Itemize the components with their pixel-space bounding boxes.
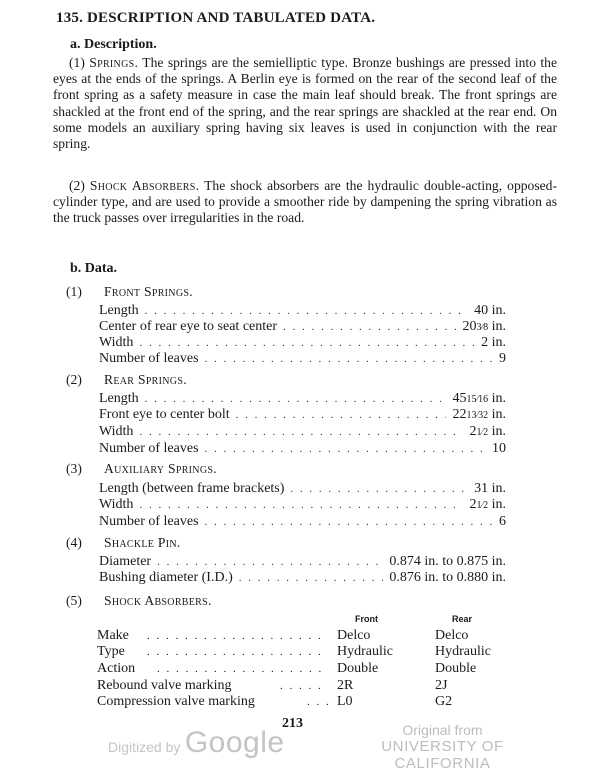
- para-text: The springs are the semielliptic type. Bronze bushings are pressed into the eyes at the ends of the springs. A Berlin eye is formed on the rear of the second leaf of the front spring as a safety measure in case the main leaf should break. The front springs are shackled at the front end of the spring, and the rear springs are shackled at the rear end. On some models an auxiliary spring having six leaves is used in conjunction with the rear spring.: [53, 55, 557, 152]
- data-row: Center of rear eye to seat center . . . 203⁄8 in.: [99, 319, 506, 335]
- section-heading: 135. DESCRIPTION AND TABULATED DATA.: [56, 10, 376, 26]
- column-header-rear: Rear: [452, 614, 473, 624]
- table-row: Type . . . Hydraulic Hydraulic: [97, 644, 517, 660]
- digitized-by-google-watermark: Digitized by Google: [108, 726, 285, 759]
- paragraph-shock-absorbers: [53, 178, 557, 227]
- section-front-springs: (1) Front Springs.: [66, 284, 193, 299]
- data-row: Diameter . . . 0.874 in. to 0.875 in.: [99, 554, 506, 570]
- section-auxiliary-springs: (3) Auxiliary Springs.: [66, 461, 217, 476]
- paragraph-springs: [53, 55, 557, 152]
- data-row: Width . . . 21⁄2 in.: [99, 424, 506, 440]
- para-number: (1): [69, 55, 90, 70]
- para-text: The shock absorbers are the hydraulic double-acting, opposed-cylinder type, and are used to provide a smoother ride by dampening the spring vibration as the truck passes over irregularities in the road.: [53, 178, 557, 226]
- data-row: Bushing diameter (I.D.) . . . 0.876 in. to 0.880 in.: [99, 570, 506, 586]
- subheading-description: a. Description.: [70, 37, 157, 52]
- page-number: 213: [282, 716, 303, 731]
- data-row: Number of leaves . . . 10: [99, 441, 506, 457]
- data-row: Length (between frame brackets) . . . 31 in.: [99, 481, 506, 497]
- data-row: Number of leaves . . . 9: [99, 351, 506, 367]
- university-watermark: Original from UNIVERSITY OF CALIFORNIA: [381, 722, 504, 772]
- data-row: Length . . . 4515⁄16 in.: [99, 391, 506, 407]
- data-row: Number of leaves . . . 6: [99, 514, 506, 530]
- table-row: Compression valve marking . . . L0 G2: [97, 694, 517, 710]
- section-rear-springs: (2) Rear Springs.: [66, 372, 187, 387]
- data-row: Length . . . 40 in.: [99, 303, 506, 319]
- para-caption: Shock Absorbers.: [89, 178, 200, 193]
- section-shackle-pin: (4) Shackle Pin.: [66, 535, 181, 550]
- table-row: Make . . . Delco Delco: [97, 628, 517, 644]
- table-row: Action . . . Double Double: [97, 661, 517, 677]
- data-row: Front eye to center bolt . . . 2213⁄32 in.: [99, 407, 506, 423]
- data-row: Width . . . 2 in.: [99, 335, 506, 351]
- data-row: Width . . . 21⁄2 in.: [99, 497, 506, 513]
- column-header-front: Front: [355, 614, 378, 624]
- para-caption: Springs.: [89, 55, 139, 70]
- para-number: (2): [69, 178, 90, 193]
- subheading-data: b. Data.: [70, 261, 118, 276]
- section-shock-absorbers: (5) Shock Absorbers.: [66, 593, 212, 608]
- table-row: Rebound valve marking . . . 2R 2J: [97, 678, 517, 694]
